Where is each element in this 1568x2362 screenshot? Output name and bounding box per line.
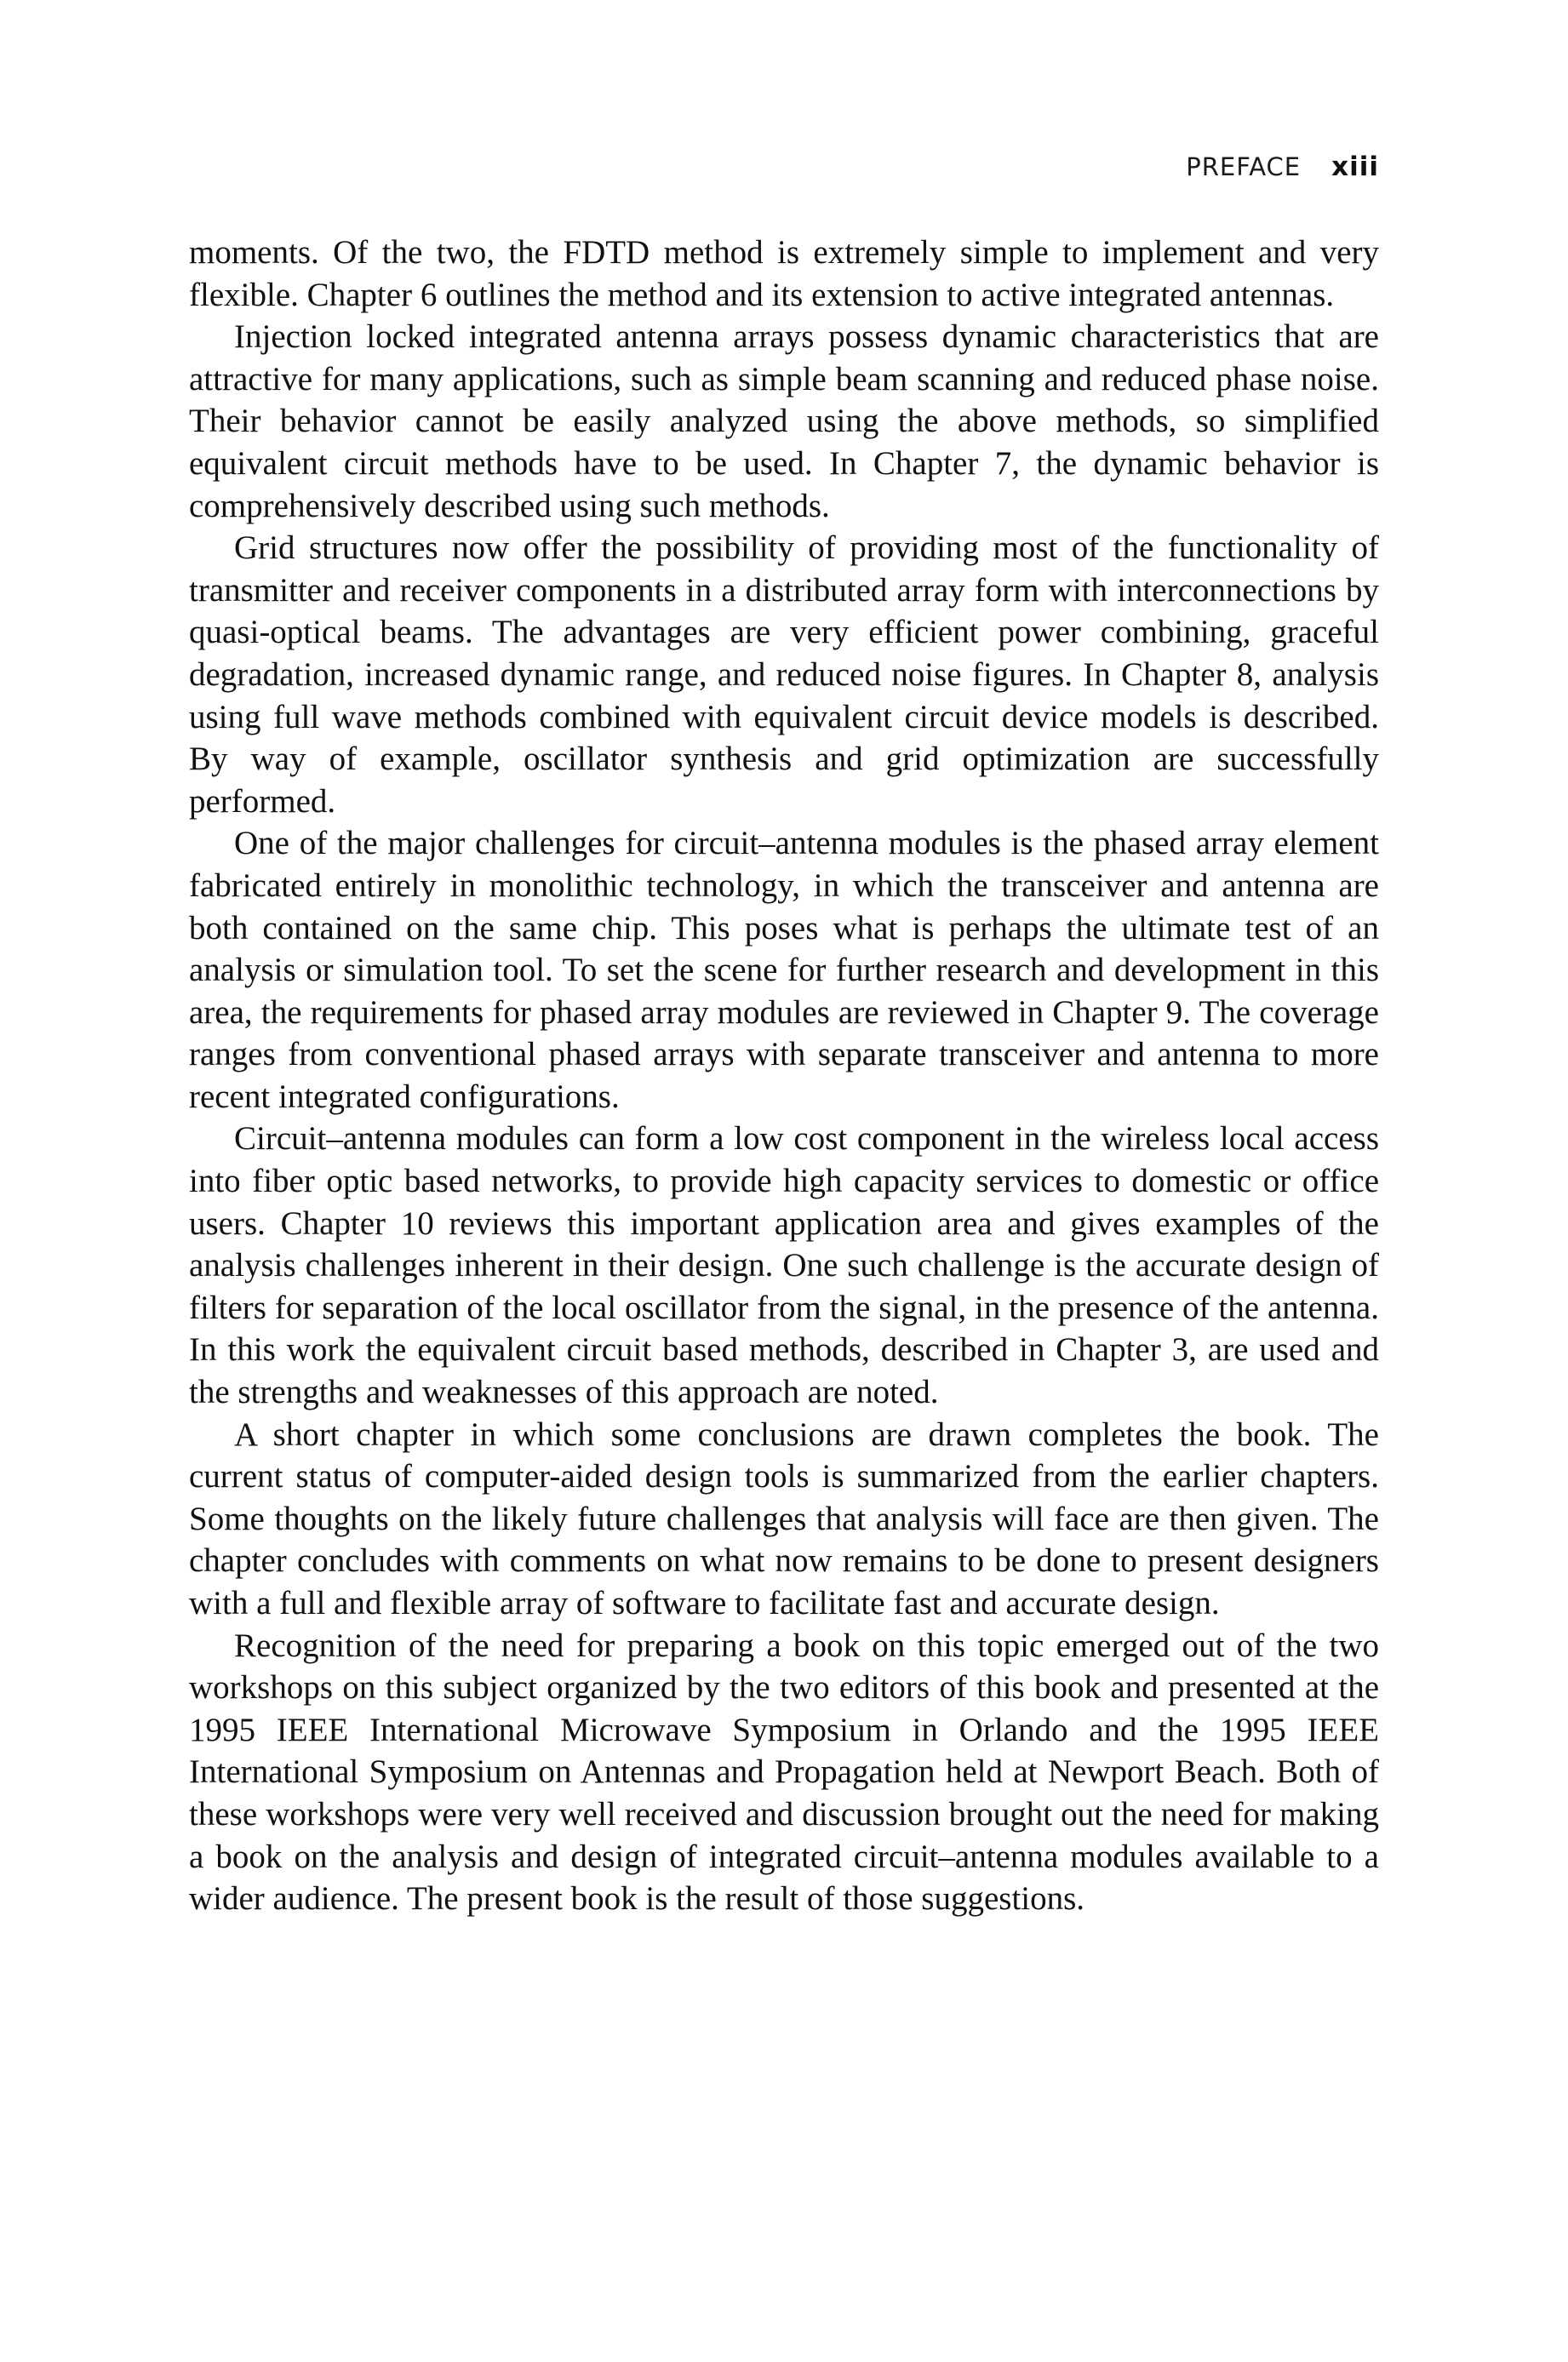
running-head bbox=[1186, 152, 1379, 182]
page-number: xiii bbox=[1331, 152, 1379, 182]
body-text bbox=[189, 232, 1379, 1920]
paragraph: Circuit–antenna modules can form a low cost component in the wireless local access into fiber optic based networks, to provide high capacity services to domestic or office users. Chapter 10 reviews this important application area and gives examples of the analysis challenges inherent in their design. One such challenge is the accurate design of filters for separation of the local oscillator from the signal, in the presence of the antenna. In this work the equivalent circuit based methods, described in Chapter 3, are used and the strengths and weaknesses of this approach are noted. bbox=[189, 1120, 1379, 1411]
paragraph: Recognition of the need for preparing a book on this topic emerged out of the two workshops on this subject organized by the two editors of this book and presented at the 1995 IEEE International Microwave Symposium in Orlando and the 1995 IEEE International Symposium on Antennas and Propagation held at Newport Beach. Both of these workshops were very well received and discussion brought out the need for making a book on the analysis and design of integrated circuit–antenna modules available to a wider audience. The present book is the result of those suggestions. bbox=[189, 1627, 1379, 1918]
paragraph: A short chapter in which some conclusions are drawn completes the book. The current status of computer-aided design tools is summarized from the earlier chapters. Some thoughts on the likely future challenges that analysis will face are then given. The chapter concludes with comments on what now remains to be done to present designers with a full and flexible array of software to facilitate fast and accurate design. bbox=[189, 1415, 1379, 1621]
paragraph: moments. Of the two, the FDTD method is extremely simple to implement and very flexible. Chapter 6 outlines the method and its extension to active integrated antennas. bbox=[189, 234, 1379, 313]
running-head-title: PREFACE bbox=[1186, 152, 1302, 181]
paragraph: Injection locked integrated antenna arrays possess dynamic characteristics that are attractive for many applications, such as simple beam scanning and reduced phase noise. Their behavior cannot be easily analyzed using the above methods, so simplified equivalent circuit methods have to be used. In Chapter 7, the dynamic behavior is comprehensively described using such methods. bbox=[189, 318, 1379, 524]
paragraph: One of the major challenges for circuit–antenna modules is the phased array element fabricated entirely in monolithic technology, in which the transceiver and antenna are both contained on the same chip. This poses what is perhaps the ultimate test of an analysis or simulation tool. To set the scene for further research and development in this area, the requirements for phased array modules are reviewed in Chapter 9. The coverage ranges from conventional phased arrays with separate transceiver and antenna to more recent integrated configurations. bbox=[189, 825, 1379, 1115]
paragraph: Grid structures now offer the possibility of providing most of the functionality of transmitter and receiver components in a distributed array form with interconnections by quasi-optical beams. The advantages are very efficient power combining, graceful degradation, increased dynamic range, and reduced noise figures. In Chapter 8, analysis using full wave methods combined with equivalent circuit device models is described. By way of example, oscillator synthesis and grid optimization are successfully performed. bbox=[189, 529, 1379, 820]
